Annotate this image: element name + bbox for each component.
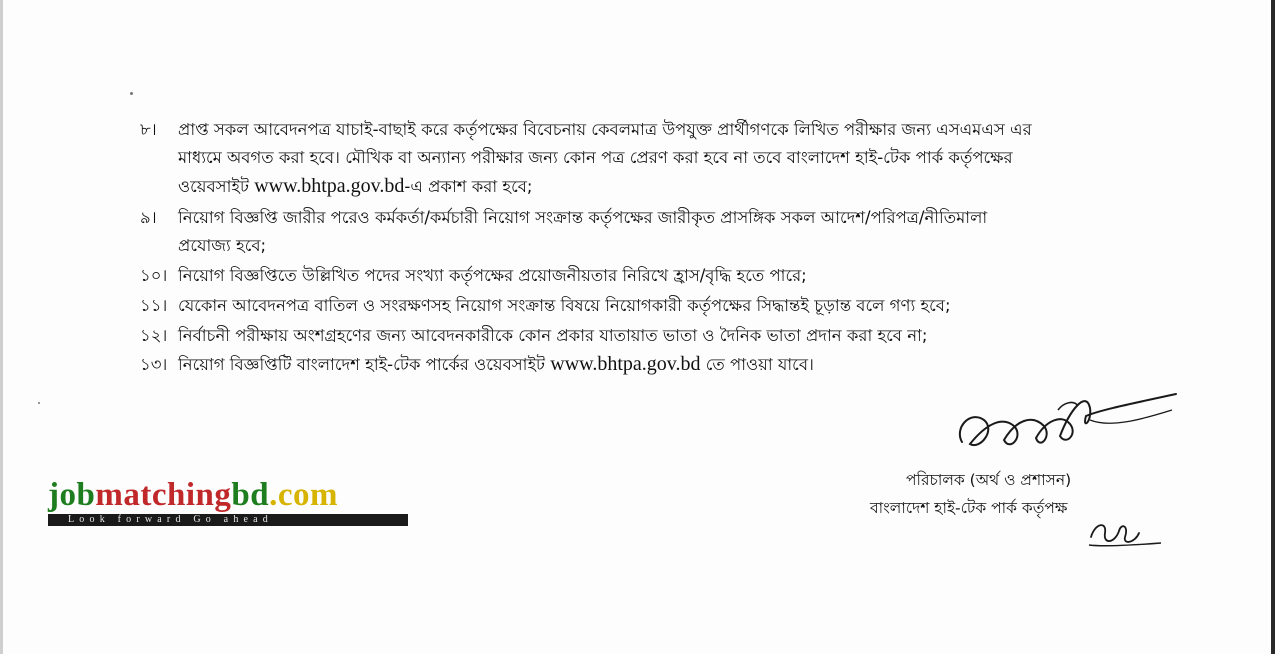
clause-9-line-1 xyxy=(140,206,987,230)
logo-part-matching: matching xyxy=(95,477,232,513)
watermark-wordmark xyxy=(48,478,408,512)
clause-10 xyxy=(140,264,807,288)
website-url: www.bhtpa.gov.bd xyxy=(254,175,405,197)
scan-speck xyxy=(38,402,40,404)
handwritten-signature xyxy=(940,380,1190,470)
clause-number: ৮। xyxy=(140,120,157,139)
logo-part-com: .com xyxy=(269,477,338,513)
clause-text: নিয়োগ বিজ্ঞপ্তিতে উল্লিখিত পদের সংখ্যা কর্তৃপক্ষের প্রয়োজনীয়তার নিরিখে হ্রাস/বৃদ্ধি হতে পারে; xyxy=(178,266,807,285)
clause-8-line-3 xyxy=(178,174,532,199)
clause-number: ৯। xyxy=(140,208,157,227)
clause-text: নির্বাচনী পরীক্ষায় অংশগ্রহণের জন্য আবেদনকারীকে কোন প্রকার যাতায়াত ভাতা ও দৈনিক ভাতা প্রদান করা হবে না; xyxy=(178,326,928,345)
logo-part-bd: bd xyxy=(231,477,270,513)
clause-number: ১০। xyxy=(140,266,168,285)
clause-number: ১১। xyxy=(140,296,168,315)
clause-text: নিয়োগ বিজ্ঞপ্তি জারীর পরেও কর্মকর্তা/কর্মচারী নিয়োগ সংক্রান্ত কর্তৃপক্ষের জারীকৃত প্রাসঙ্গিক সকল আদেশ/পরিপত্র/নীতিমালা xyxy=(178,208,988,227)
website-url: www.bhtpa.gov.bd xyxy=(550,353,701,375)
scan-edge-right xyxy=(1271,0,1275,654)
scan-speck xyxy=(130,92,133,95)
watermark-logo xyxy=(48,478,408,526)
clause-13 xyxy=(140,352,814,377)
clause-8-line-2: মাধ্যমে অবগত করা হবে। মৌখিক বা অন্যান্য পরীক্ষার জন্য কোন পত্র প্রেরণ করা হবে না তবে বাংলাদেশ হাই-টেক পার্ক কর্তৃপক্ষের xyxy=(178,148,1013,167)
clause-8-line-1 xyxy=(140,118,1032,142)
clause-number: ১২। xyxy=(140,326,168,345)
logo-part-job: job xyxy=(48,477,96,513)
clause-text: তে পাওয়া যাবে। xyxy=(700,355,814,374)
clause-9-line-2: প্রযোজ্য হবে; xyxy=(178,236,267,255)
clause-text: নিয়োগ বিজ্ঞপ্তিটি বাংলাদেশ হাই-টেক পার্কের ওয়েবসাইট xyxy=(178,355,551,374)
scan-edge-left xyxy=(0,0,3,654)
handwritten-initials xyxy=(1085,515,1165,555)
clause-text: প্রাপ্ত সকল আবেদনপত্র যাচাই-বাছাই করে কর্তৃপক্ষের বিবেচনায় কেবলমাত্র উপযুক্ত প্রার্থীগণকে লিখিত পরীক্ষার জন্য এসএমএস এর xyxy=(178,120,1032,139)
signatory-organization: বাংলাদেশ হাই-টেক পার্ক কর্তৃপক্ষ xyxy=(870,499,1068,517)
clause-text: ওয়েবসাইট xyxy=(178,177,255,196)
clause-11 xyxy=(140,294,951,318)
clause-text: -এ প্রকাশ করা হবে; xyxy=(404,177,533,196)
clause-12 xyxy=(140,324,927,348)
signatory-designation: পরিচালক (অর্থ ও প্রশাসন) xyxy=(906,471,1072,489)
clause-text: যেকোন আবেদনপত্র বাতিল ও সংরক্ষণসহ নিয়োগ সংক্রান্ত বিষয়ে নিয়োগকারী কর্তৃপক্ষের সিদ্ধান্তই চূড়ান্ত বলে গণ্য হবে; xyxy=(178,296,951,315)
watermark-tagline: Look forward Go ahead xyxy=(48,514,408,526)
clause-number: ১৩। xyxy=(140,355,168,374)
